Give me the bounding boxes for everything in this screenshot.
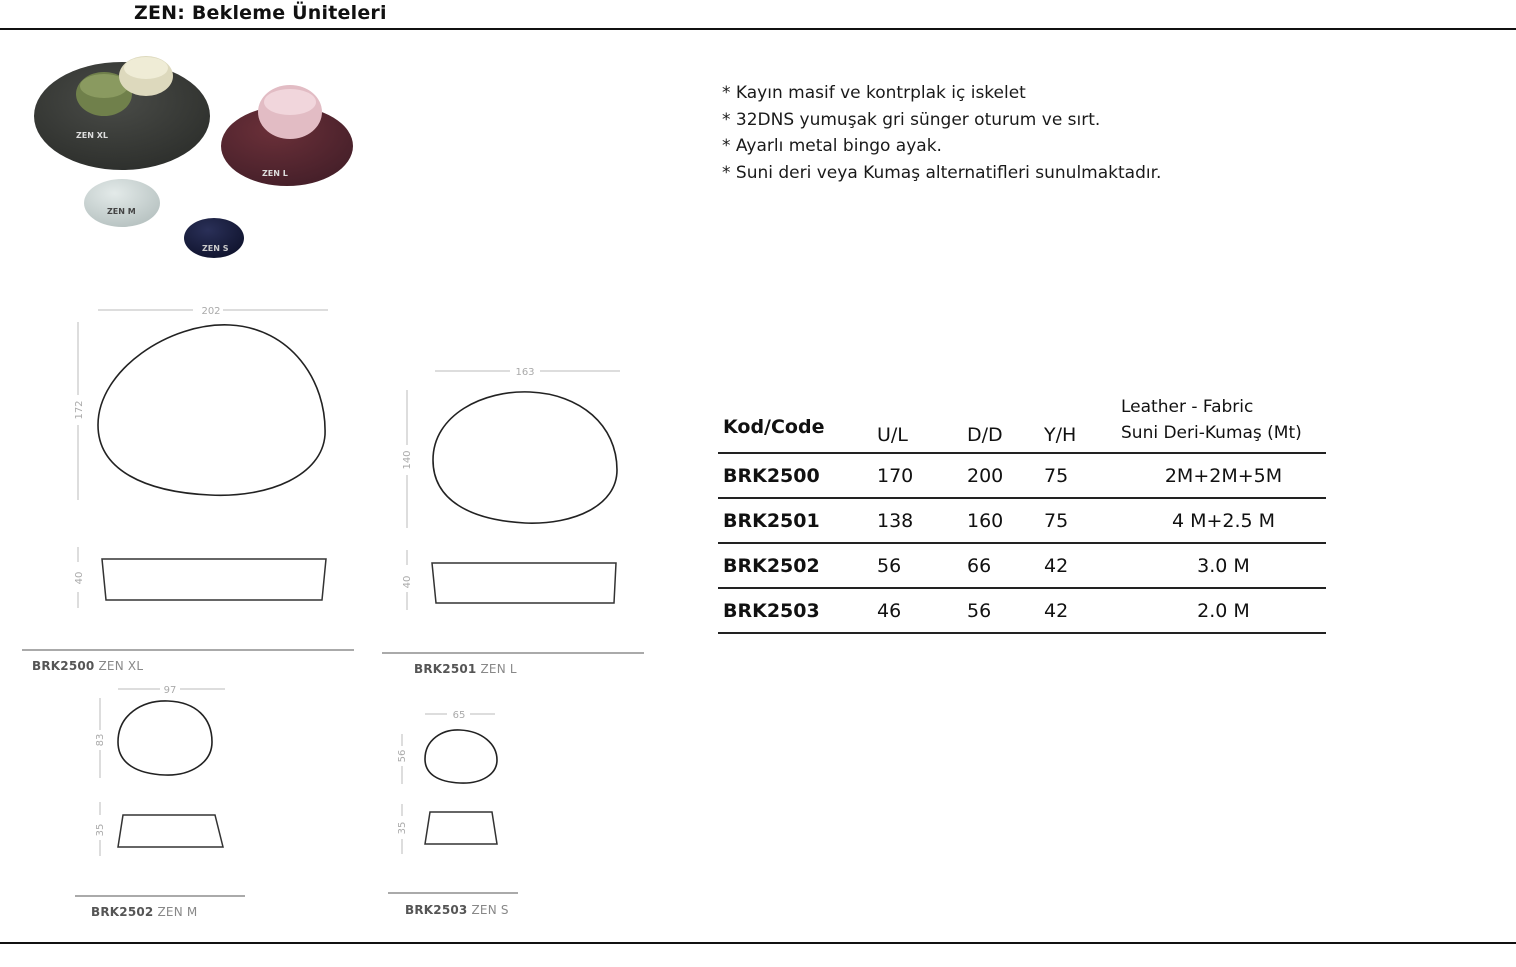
- caption-rule: [75, 895, 245, 897]
- cell-dd: 66: [962, 543, 1039, 588]
- dim-height: 40: [74, 571, 85, 585]
- caption-name: ZEN XL: [98, 659, 144, 673]
- header-fabric-line1: Leather - Fabric: [1121, 397, 1254, 417]
- outline-top: [425, 730, 497, 783]
- caption-code: BRK2501: [414, 662, 477, 676]
- dim-width: 97: [163, 685, 177, 696]
- caption-zen-xl: [32, 659, 143, 673]
- cell-fabric: 3.0 M: [1116, 543, 1326, 588]
- cell-dd: 56: [962, 588, 1039, 633]
- bottom-rule: [0, 942, 1516, 944]
- cell-ul: 138: [872, 498, 962, 543]
- table-row: [718, 543, 1326, 588]
- header-fabric-line2: Suni Deri-Kumaş (Mt): [1121, 423, 1302, 443]
- cell-ul: 46: [872, 588, 962, 633]
- dim-height: 40: [402, 575, 413, 589]
- feature-list: [722, 80, 1161, 186]
- drawing-zen-m: [90, 680, 240, 860]
- top-rule: [0, 28, 1516, 30]
- cell-code: BRK2501: [718, 498, 872, 543]
- cell-yh: 75: [1039, 498, 1116, 543]
- cell-ul: 170: [872, 453, 962, 498]
- cell-code: BRK2503: [718, 588, 872, 633]
- cell-yh: 42: [1039, 543, 1116, 588]
- cell-fabric: 2.0 M: [1116, 588, 1326, 633]
- caption-code: BRK2502: [91, 905, 154, 919]
- header-fabric: [1116, 394, 1326, 453]
- cell-yh: 75: [1039, 453, 1116, 498]
- product-photo: [34, 46, 356, 262]
- caption-name: ZEN M: [157, 905, 198, 919]
- cell-fabric: 4 M+2.5 M: [1116, 498, 1326, 543]
- table-header-row: [718, 394, 1326, 453]
- caption-rule: [22, 649, 354, 651]
- dim-width: 163: [515, 367, 535, 378]
- page-title: ZEN: Bekleme Üniteleri: [134, 2, 387, 24]
- outline-top: [98, 325, 325, 495]
- dim-depth: 140: [402, 450, 413, 470]
- dim-depth: 56: [397, 749, 408, 763]
- cell-ul: 56: [872, 543, 962, 588]
- outline-side: [432, 563, 616, 603]
- cell-code: BRK2500: [718, 453, 872, 498]
- photo-label-m: ZEN M: [107, 207, 136, 216]
- caption-zen-m: [91, 905, 197, 919]
- dim-depth: 83: [95, 733, 106, 747]
- dim-height: 35: [95, 823, 106, 837]
- dim-width: 202: [201, 306, 221, 317]
- outline-top: [433, 392, 617, 523]
- caption-name: ZEN S: [471, 903, 509, 917]
- zen-m-seat: [84, 179, 160, 227]
- header-dd: D/D: [962, 394, 1039, 453]
- caption-name: ZEN L: [480, 662, 517, 676]
- outline-side: [102, 559, 326, 600]
- outline-side: [118, 815, 223, 847]
- photo-label-xl: ZEN XL: [76, 131, 109, 140]
- photo-label-l: ZEN L: [262, 169, 288, 178]
- caption-zen-l: [414, 662, 517, 676]
- caption-zen-s: [405, 903, 509, 917]
- table-row: [718, 453, 1326, 498]
- dim-depth: 172: [74, 400, 85, 420]
- photo-label-s: ZEN S: [202, 244, 229, 253]
- cell-fabric: 2M+2M+5M: [1116, 453, 1326, 498]
- feature-item: * Suni deri veya Kumaş alternatifleri sunulmaktadır.: [722, 162, 1162, 183]
- caption-code: BRK2503: [405, 903, 468, 917]
- outline-side: [425, 812, 497, 844]
- caption-rule: [382, 652, 644, 654]
- caption-code: BRK2500: [32, 659, 95, 673]
- spec-table: [718, 394, 1326, 634]
- drawing-zen-xl: [60, 300, 350, 620]
- feature-item: * Kayın masif ve kontrplak iç iskelet: [722, 83, 1026, 103]
- cell-code: BRK2502: [718, 543, 872, 588]
- dim-height: 35: [397, 821, 408, 835]
- cell-yh: 42: [1039, 588, 1116, 633]
- drawing-zen-s: [392, 704, 512, 864]
- header-code: Kod/Code: [718, 394, 872, 453]
- outline-top: [118, 701, 212, 775]
- table-row: [718, 498, 1326, 543]
- feature-item: * 32DNS yumuşak gri sünger oturum ve sırt.: [722, 109, 1101, 130]
- header-yh: Y/H: [1039, 394, 1116, 453]
- drawing-zen-l: [395, 360, 635, 620]
- cell-dd: 200: [962, 453, 1039, 498]
- cell-dd: 160: [962, 498, 1039, 543]
- header-ul: U/L: [872, 394, 962, 453]
- feature-item: * Ayarlı metal bingo ayak.: [722, 136, 942, 156]
- caption-rule: [388, 892, 518, 894]
- dim-width: 65: [452, 710, 466, 721]
- table-row: [718, 588, 1326, 633]
